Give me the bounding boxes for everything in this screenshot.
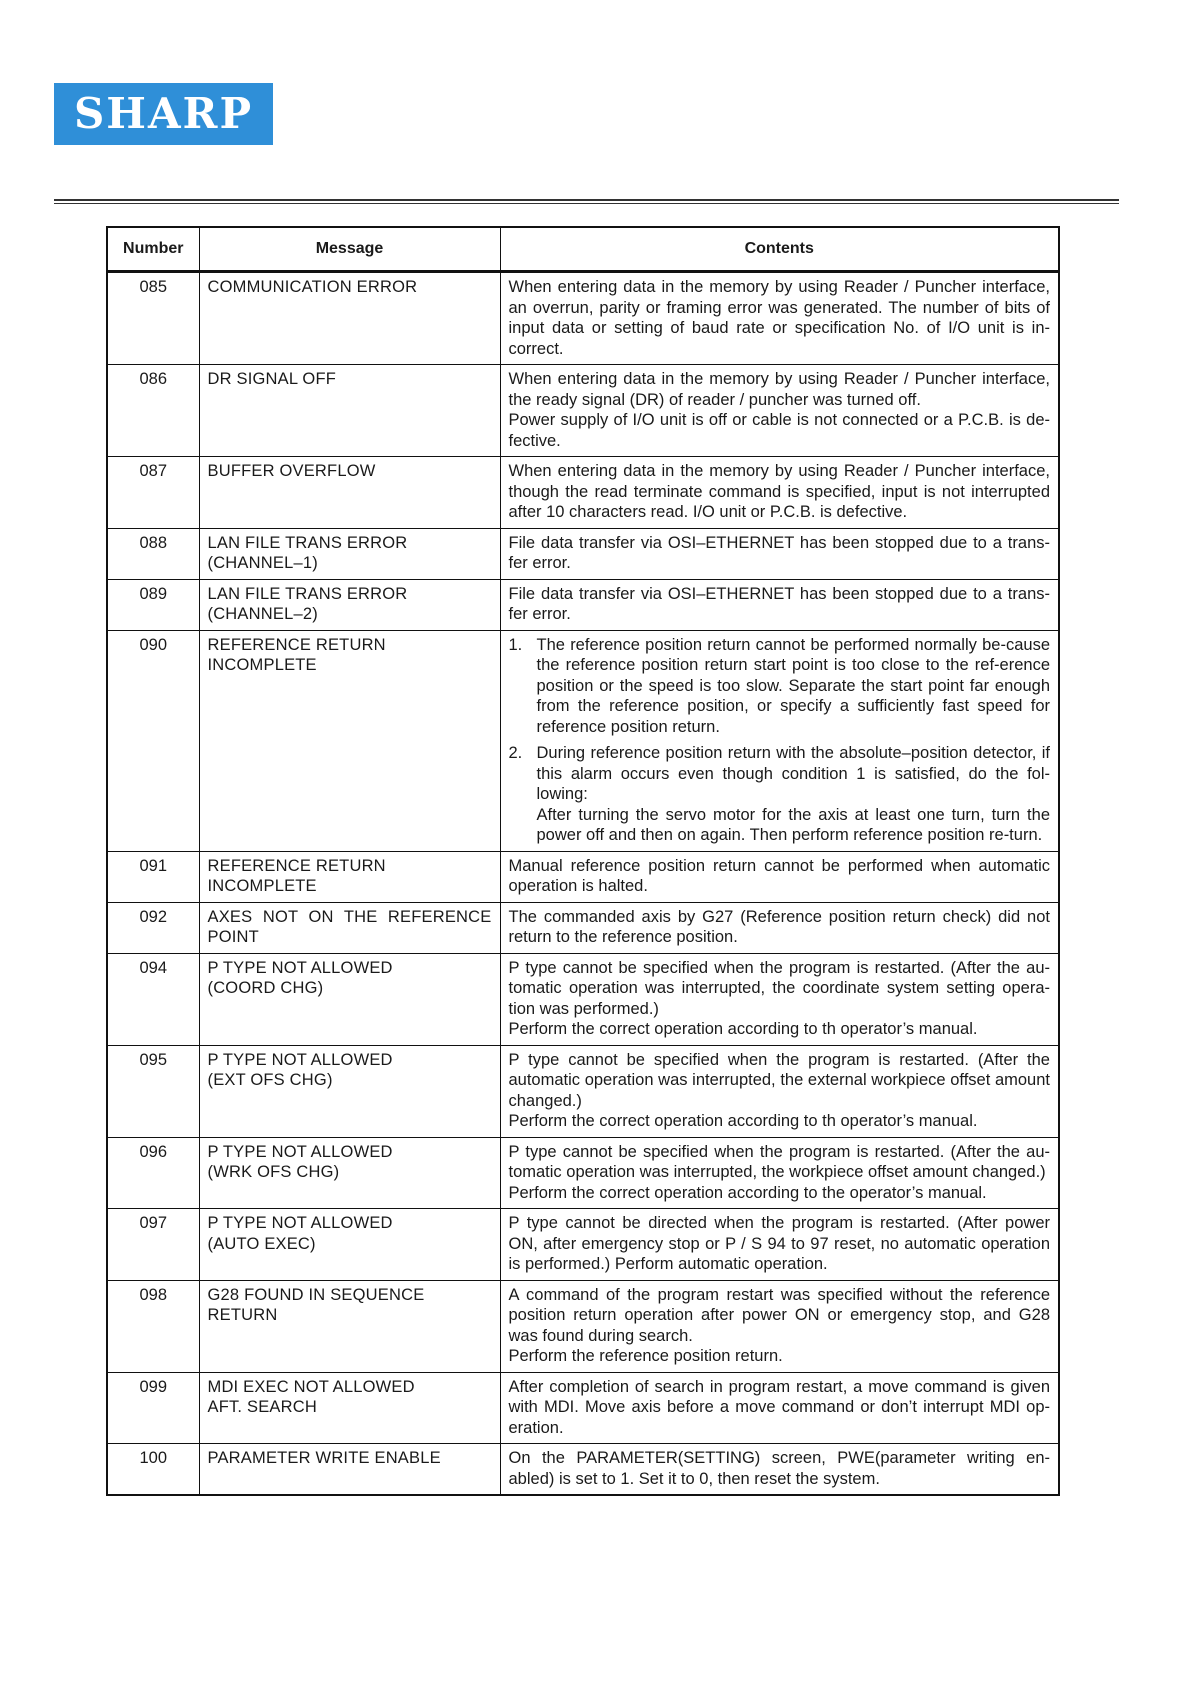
alarm-message: BUFFER OVERFLOW: [199, 457, 500, 529]
alarm-message: DR SIGNAL OFF: [199, 365, 500, 457]
header-rule-thick: [54, 199, 1119, 201]
procedure-step: [509, 635, 1051, 738]
contents-paragraph: Perform the correct operation according to th operator’s manual.: [508, 1112, 978, 1130]
alarm-message: COMMUNICATION ERROR: [199, 272, 500, 365]
alarm-number: 089: [107, 579, 199, 630]
contents-paragraph: Perform the correct operation according to the operator’s manual.: [508, 1183, 987, 1202]
step-index: 2.: [508, 744, 523, 762]
alarm-number: 092: [107, 902, 199, 953]
alarm-contents: [500, 1045, 1059, 1137]
contents-paragraph: On the PARAMETER(SETTING) screen, PWE(parameter writing en-abled) is set to 1. Set it to 0, then reset the system.: [508, 1449, 1050, 1488]
logo-text: SHARP: [73, 89, 254, 138]
table-row: [107, 457, 1059, 529]
step-index: 1.: [508, 635, 523, 654]
alarm-message: LAN FILE TRANS ERROR (CHANNEL–2): [199, 579, 500, 630]
alarm-contents: [500, 851, 1059, 902]
header-contents: Contents: [500, 227, 1059, 272]
contents-paragraph: Perform the correct operation according to th operator’s manual.: [508, 1020, 978, 1038]
alarm-message: P TYPE NOT ALLOWED (EXT OFS CHG): [199, 1045, 500, 1137]
table-row: [107, 528, 1059, 579]
contents-paragraph: File data transfer via OSI–ETHERNET has been stopped due to a trans-fer error.: [508, 533, 1050, 572]
alarm-number: 085: [107, 272, 199, 365]
alarm-number: 095: [107, 1045, 199, 1137]
alarm-number: 099: [107, 1372, 199, 1444]
header-message: Message: [199, 227, 500, 272]
alarm-number: 096: [107, 1137, 199, 1209]
table-row: [107, 1280, 1059, 1372]
header-rule-thin: [54, 203, 1119, 204]
contents-paragraph: After completion of search in program restart, a move command is given with MDI. Move axis before a move command or don’t interrupt MDI op-eration.: [508, 1377, 1050, 1437]
contents-paragraph: Perform the reference position return.: [508, 1347, 783, 1365]
alarm-number: 098: [107, 1280, 199, 1372]
contents-paragraph: A command of the program restart was specified without the reference position return operation after power ON or emergency stop, and G28 was found during search.: [508, 1285, 1050, 1345]
alarm-message: P TYPE NOT ALLOWED (WRK OFS CHG): [199, 1137, 500, 1209]
alarm-message: P TYPE NOT ALLOWED (COORD CHG): [199, 953, 500, 1045]
contents-paragraph: When entering data in the memory by using Reader / Puncher interface, an overrun, parity or framing error was generated. The number of bits of input data or setting of baud rate or specification No. of I/O unit is in-correct.: [508, 278, 1050, 358]
alarm-message: G28 FOUND IN SEQUENCE RETURN: [199, 1280, 500, 1372]
alarm-contents: [500, 1372, 1059, 1444]
table-row: [107, 851, 1059, 902]
alarm-message: LAN FILE TRANS ERROR (CHANNEL–1): [199, 528, 500, 579]
alarm-contents: [500, 1209, 1059, 1281]
alarm-message: REFERENCE RETURN INCOMPLETE: [199, 851, 500, 902]
alarm-contents: [500, 365, 1059, 457]
alarm-contents: [500, 630, 1059, 851]
alarm-contents: [500, 1444, 1059, 1496]
alarm-message: PARAMETER WRITE ENABLE: [199, 1444, 500, 1496]
table-row: [107, 1209, 1059, 1281]
alarm-contents: [500, 528, 1059, 579]
alarm-message: P TYPE NOT ALLOWED (AUTO EXEC): [199, 1209, 500, 1281]
table-row: [107, 365, 1059, 457]
contents-paragraph: File data transfer via OSI–ETHERNET has been stopped due to a trans-fer error.: [508, 584, 1050, 623]
alarm-contents: [500, 272, 1059, 365]
alarm-contents: [500, 953, 1059, 1045]
alarm-number: 086: [107, 365, 199, 457]
table-row: [107, 1444, 1059, 1496]
contents-paragraph: P type cannot be specified when the program is restarted. (After the automatic operation was interrupted, the external workpiece offset amount changed.): [508, 1050, 1050, 1110]
contents-paragraph: P type cannot be specified when the program is restarted. (After the au-tomatic operation was interrupted, the coordinate system setting opera-tion was performed.): [508, 958, 1050, 1018]
step-text: During reference position return with the absolute–position detector, if this alarm occurs even though condition 1 is satisfied, do the fol-lowing:: [536, 744, 1050, 803]
table-row: [107, 630, 1059, 851]
contents-paragraph: P type cannot be directed when the program is restarted. (After power ON, after emergency stop or P / S 94 to 97 reset, no automatic operation is performed.) Perform automatic operation.: [508, 1214, 1050, 1273]
contents-paragraph: P type cannot be specified when the program is restarted. (After the au-tomatic operation was interrupted, the workpiece offset amount changed.): [508, 1142, 1050, 1181]
table-row: [107, 1137, 1059, 1209]
alarm-contents: [500, 457, 1059, 529]
table-row: [107, 272, 1059, 365]
step-text: The reference position return cannot be performed normally be-cause the reference position return start point is too close to the ref-erence position or the speed is too slow. Separate the start point far enough from the reference position, or specify a sufficiently fast speed for reference position return.: [536, 635, 1050, 736]
alarm-contents: [500, 1137, 1059, 1209]
alarm-message: REFERENCE RETURN INCOMPLETE: [199, 630, 500, 851]
alarm-number: 088: [107, 528, 199, 579]
alarm-number: 087: [107, 457, 199, 529]
alarm-contents: [500, 579, 1059, 630]
procedure-steps: [509, 635, 1051, 846]
alarm-number: 097: [107, 1209, 199, 1281]
alarm-number: 091: [107, 851, 199, 902]
contents-paragraph: When entering data in the memory by using Reader / Puncher interface, though the read terminate command is specified, input is not interrupted after 10 characters read. I/O unit or P.C.B. is defective.: [508, 462, 1050, 521]
alarm-contents: [500, 1280, 1059, 1372]
table-row: [107, 1045, 1059, 1137]
step-text-continued: After turning the servo motor for the axis at least one turn, turn the power off and then on again. Then perform reference position re-turn.: [536, 805, 1050, 844]
contents-paragraph: Power supply of I/O unit is off or cable is not connected or a P.C.B. is de-fective.: [508, 411, 1050, 450]
procedure-step: [509, 743, 1051, 846]
contents-paragraph: The commanded axis by G27 (Reference position return check) did not return to the reference position.: [508, 907, 1050, 946]
table-header-row: [107, 227, 1059, 272]
header-number: Number: [107, 227, 199, 272]
sharp-logo: [54, 83, 273, 145]
table-row: [107, 1372, 1059, 1444]
alarm-number: 100: [107, 1444, 199, 1496]
alarm-number: 090: [107, 630, 199, 851]
alarm-message: AXES NOT ON THE REFERENCE POINT: [199, 902, 500, 953]
table-row: [107, 953, 1059, 1045]
contents-paragraph: Manual reference position return cannot be performed when automatic operation is halted.: [508, 856, 1050, 895]
alarm-code-table: [106, 226, 1060, 1496]
alarm-number: 094: [107, 953, 199, 1045]
alarm-contents: [500, 902, 1059, 953]
table-row: [107, 579, 1059, 630]
alarm-message: MDI EXEC NOT ALLOWED AFT. SEARCH: [199, 1372, 500, 1444]
contents-paragraph: When entering data in the memory by using Reader / Puncher interface, the ready signal (DR) of reader / puncher was turned off.: [508, 370, 1050, 409]
table-row: [107, 902, 1059, 953]
